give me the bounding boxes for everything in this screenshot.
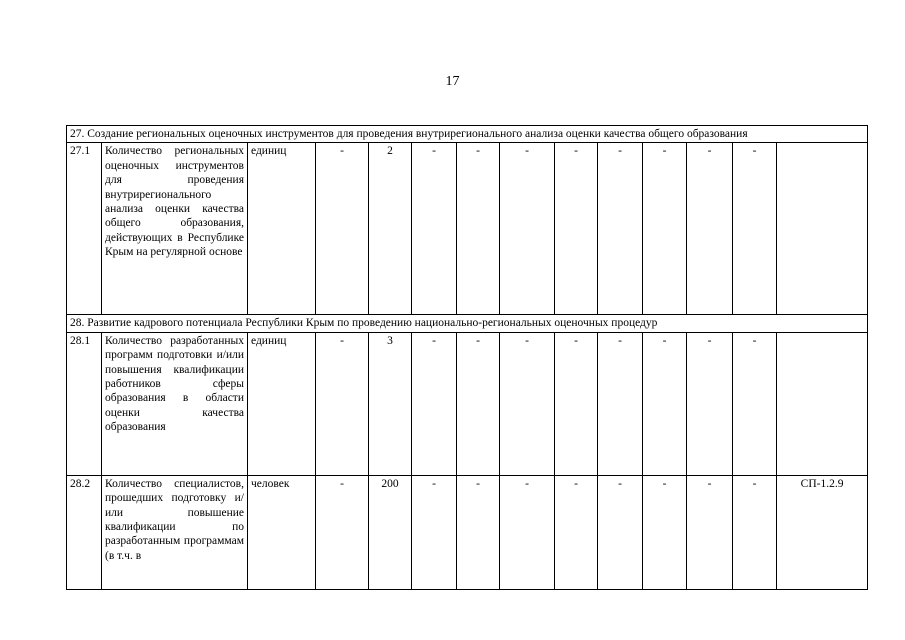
section-title: 27. Создание региональных оценочных инструментов для проведения внутрирегионального анализа оценки качества общего образования bbox=[67, 126, 868, 143]
value-cell: - bbox=[643, 332, 687, 475]
indicator-name: Количество разработанных программ подготовки и/или повышения квалификации работников сферы образования в области оценки качества образования bbox=[102, 332, 248, 475]
value-cell: - bbox=[457, 143, 500, 315]
value-cell: - bbox=[412, 143, 457, 315]
indicators-table bbox=[66, 125, 868, 590]
value-cell: - bbox=[555, 143, 598, 315]
value-cell: 3 bbox=[369, 332, 412, 475]
unit-cell: единиц bbox=[248, 143, 316, 315]
unit-cell: единиц bbox=[248, 332, 316, 475]
page-number: 17 bbox=[445, 74, 460, 89]
indicator-name: Количество региональных оценочных инструментов для проведения внутрирегионального анализа оценки качества общего образования, действующих в Республике Крым на регулярной основе bbox=[102, 143, 248, 315]
value-cell: - bbox=[687, 475, 733, 589]
value-cell: - bbox=[316, 143, 369, 315]
value-cell: 200 bbox=[369, 475, 412, 589]
value-cell: - bbox=[598, 143, 643, 315]
section-title: 28. Развитие кадрового потенциала Республики Крым по проведению национально-региональных оценочных процедур bbox=[67, 315, 868, 332]
value-cell: - bbox=[316, 475, 369, 589]
section-header-28 bbox=[67, 315, 868, 332]
value-cell: - bbox=[500, 143, 555, 315]
value-cell: - bbox=[733, 143, 777, 315]
value-cell: - bbox=[500, 332, 555, 475]
value-cell: - bbox=[457, 475, 500, 589]
row-number: 28.1 bbox=[67, 332, 102, 475]
table-row bbox=[67, 143, 868, 315]
value-cell: - bbox=[598, 332, 643, 475]
row-number: 28.2 bbox=[67, 475, 102, 589]
value-cell: - bbox=[687, 332, 733, 475]
section-header-27 bbox=[67, 126, 868, 143]
value-cell: - bbox=[500, 475, 555, 589]
row-number: 27.1 bbox=[67, 143, 102, 315]
value-cell: - bbox=[316, 332, 369, 475]
note-cell bbox=[777, 332, 868, 475]
value-cell: - bbox=[643, 475, 687, 589]
value-cell: - bbox=[733, 332, 777, 475]
value-cell: - bbox=[733, 475, 777, 589]
table-row bbox=[67, 332, 868, 475]
table-row bbox=[67, 475, 868, 589]
note-cell: СП-1.2.9 bbox=[777, 475, 868, 589]
value-cell: - bbox=[412, 475, 457, 589]
value-cell: - bbox=[457, 332, 500, 475]
value-cell: - bbox=[555, 332, 598, 475]
unit-cell: человек bbox=[248, 475, 316, 589]
value-cell: - bbox=[643, 143, 687, 315]
indicator-name: Количество специалистов, прошедших подготовку и/или повышение квалификации по разработанным программам (в т.ч. в bbox=[102, 475, 248, 589]
value-cell: 2 bbox=[369, 143, 412, 315]
value-cell: - bbox=[412, 332, 457, 475]
value-cell: - bbox=[598, 475, 643, 589]
note-cell bbox=[777, 143, 868, 315]
value-cell: - bbox=[555, 475, 598, 589]
value-cell: - bbox=[687, 143, 733, 315]
